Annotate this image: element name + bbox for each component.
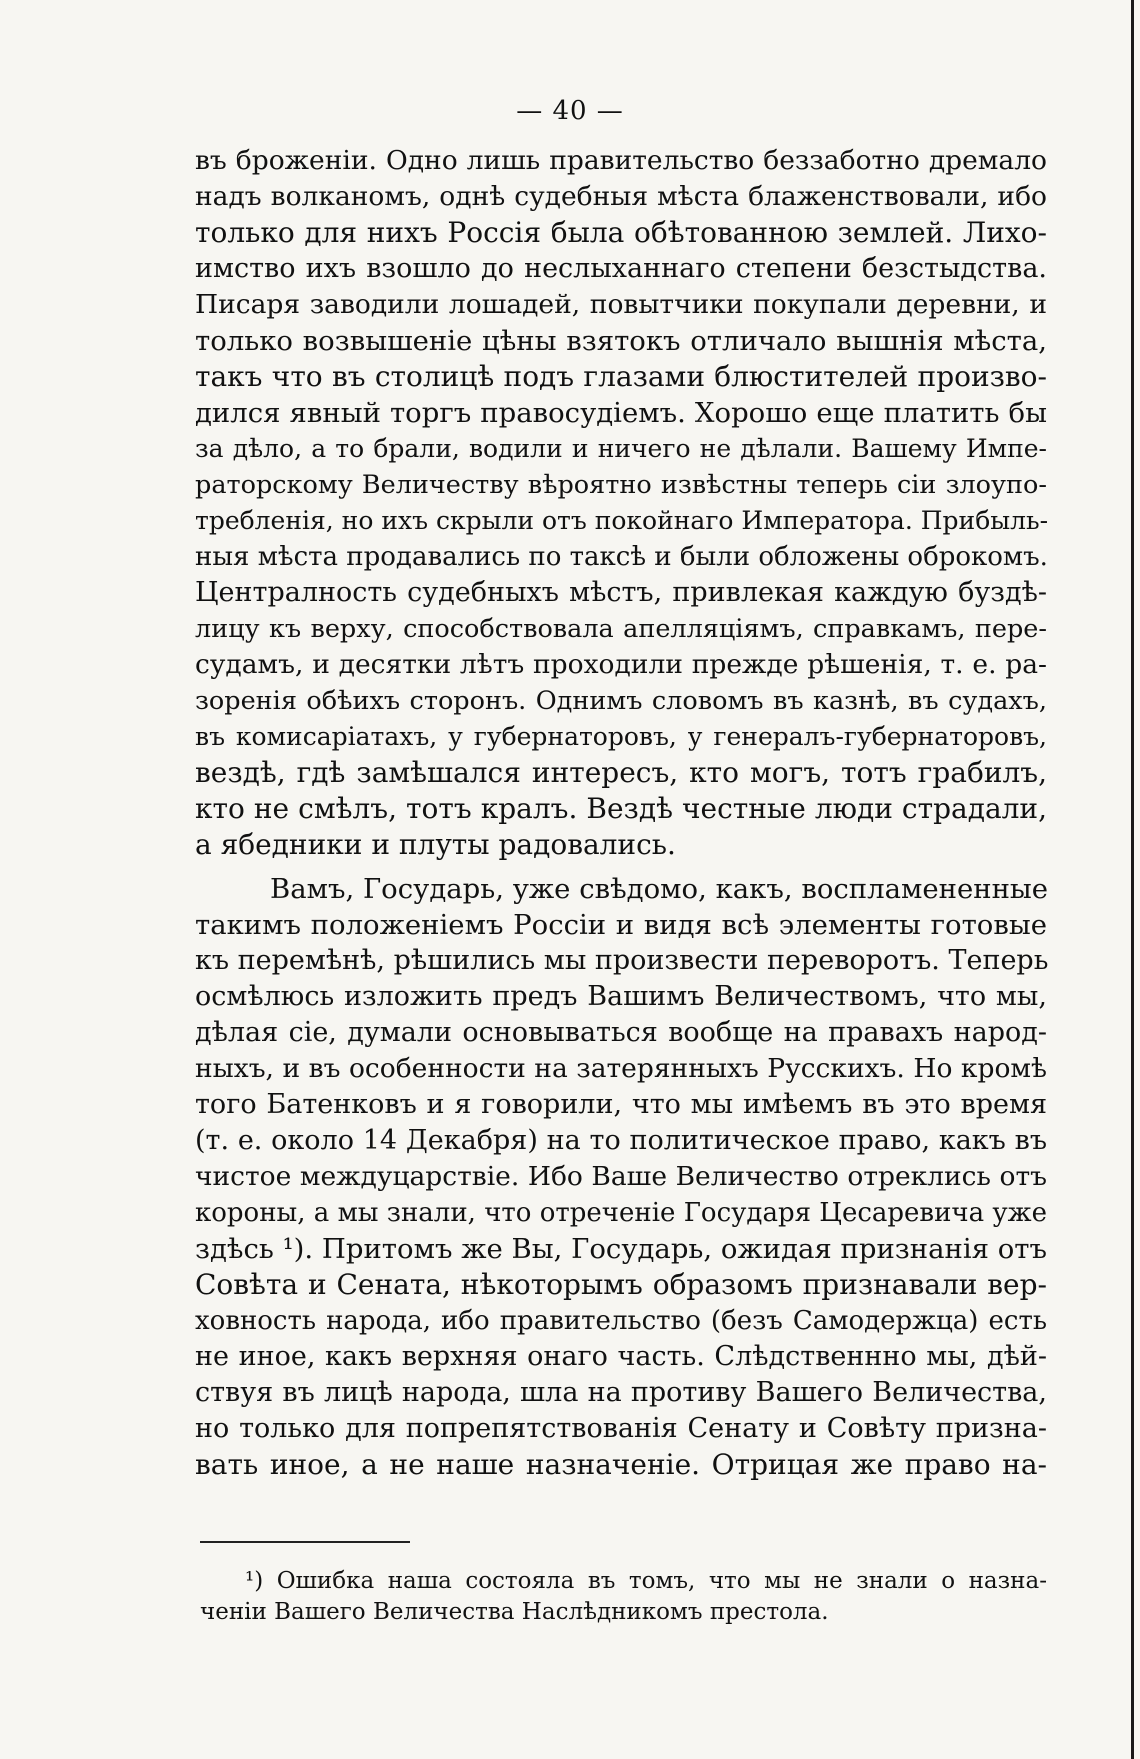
text-line: вездѣ, гдѣ замѣшался интересъ, кто могъ, тотъ грабилъ, xyxy=(195,756,1047,789)
text-line: ствуя въ лицѣ народа, шла на противу Вашего Величества, xyxy=(195,1377,1047,1408)
text-line: судамъ, и десятки лѣтъ проходили прежде рѣшенія, т. е. ра- xyxy=(195,649,1047,680)
page-number: — 40 — xyxy=(516,96,624,126)
text-line: такимъ положеніемъ Россіи и видя всѣ элементы готовые xyxy=(195,909,1047,941)
text-line: надъ волканомъ, однѣ судебныя мѣста блаженствовали, ибо xyxy=(195,181,1047,212)
text-line: а ябедники и плуты радовались. xyxy=(195,828,676,861)
page-edge-shadow xyxy=(1131,0,1134,1759)
text-line: короны, а мы знали, что отреченіе Государя Цесаревича уже xyxy=(195,1198,1047,1228)
text-line: чистое междуцарствіе. Ибо Ваше Величество отреклись отъ xyxy=(195,1161,1047,1192)
text-line: только возвышеніе цѣны взятокъ отличало вышнія мѣста, xyxy=(195,325,1047,357)
text-line: дился явный торгъ правосудіемъ. Хорошо еще платить бы xyxy=(195,397,1047,429)
text-line: здѣсь ¹). Притомъ же Вы, Государь, ожидая признанія отъ xyxy=(195,1233,1047,1265)
text-line: за дѣло, а то брали, водили и ничего не дѣлали. Вашему Импе- xyxy=(195,434,1047,463)
text-line: кто не смѣлъ, тотъ кралъ. Вездѣ честные люди страдали, xyxy=(195,792,1047,825)
text-line: требленія, но ихъ скрыли отъ покойнаго Императора. Прибыль- xyxy=(195,506,1049,535)
text-line: ныхъ, и въ особенности на затерянныхъ Русскихъ. Но кромѣ xyxy=(195,1053,1047,1084)
footnote-line: ченіи Вашего Величества Наслѣдникомъ престола. xyxy=(200,1599,829,1625)
text-line: Вамъ, Государь, уже свѣдомо, какъ, воспламененные xyxy=(270,873,1049,905)
text-line: не иное, какъ верхняя онаго часть. Слѣдственнно мы, дѣй- xyxy=(195,1341,1047,1372)
text-line: Писаря заводили лошадей, повытчики покупали деревни, и xyxy=(195,289,1047,320)
text-line: (т. е. около 14 Декабря) на то политическое право, какъ въ xyxy=(195,1125,1047,1156)
text-line: вать иное, а не наше назначеніе. Отрицая же право на- xyxy=(195,1448,1047,1481)
text-line: лицу къ верху, способствовала апелляціямъ, справкамъ, пере- xyxy=(195,614,1047,644)
text-line: осмѣлюсь изложить предъ Вашимъ Величествомъ, что мы, xyxy=(195,981,1047,1012)
text-line: имство ихъ взошло до неслыханнаго степени безстыдства. xyxy=(195,253,1047,284)
footnote-separator xyxy=(200,1541,410,1543)
text-line: ныя мѣста продавались по таксѣ и были обложены оброкомъ. xyxy=(195,542,1048,572)
text-line: раторскому Величеству вѣроятно извѣстны теперь сіи злоупо- xyxy=(195,470,1047,500)
footnote-line: ¹) Ошибка наша состояла въ томъ, что мы не знали о назна- xyxy=(245,1568,1047,1594)
text-line: Централность судебныхъ мѣстъ, привлекая каждую буздѣ- xyxy=(195,577,1047,608)
text-line: въ комисаріатахъ, у губернаторовъ, у генералъ-губернаторовъ, xyxy=(195,722,1047,751)
text-line: Совѣта и Сената, нѣкоторымъ образомъ признавали вер- xyxy=(195,1268,1047,1301)
text-line: ховность народа, ибо правительство (безъ Самодержца) есть xyxy=(195,1306,1047,1336)
text-line: дѣлая сіе, думали основываться вообще на правахъ народ- xyxy=(195,1017,1047,1048)
text-line: зоренія обѣихъ сторонъ. Однимъ словомъ въ казнѣ, въ судахъ, xyxy=(195,686,1047,716)
text-line: такъ что въ столицѣ подъ глазами блюстителей произво- xyxy=(195,360,1047,393)
text-line: въ броженіи. Одно лишь правительство беззаботно дремало xyxy=(195,145,1047,176)
text-line: но только для попрепятствованія Сенату и Совѣту призна- xyxy=(195,1413,1047,1444)
text-line: къ перемѣнѣ, рѣшились мы произвести переворотъ. Теперь xyxy=(195,945,1049,976)
text-line: того Батенковъ и я говорили, что мы имѣемъ въ это время xyxy=(195,1089,1047,1120)
text-line: только для нихъ Россія была обѣтованною землей. Лихо- xyxy=(195,216,1047,249)
